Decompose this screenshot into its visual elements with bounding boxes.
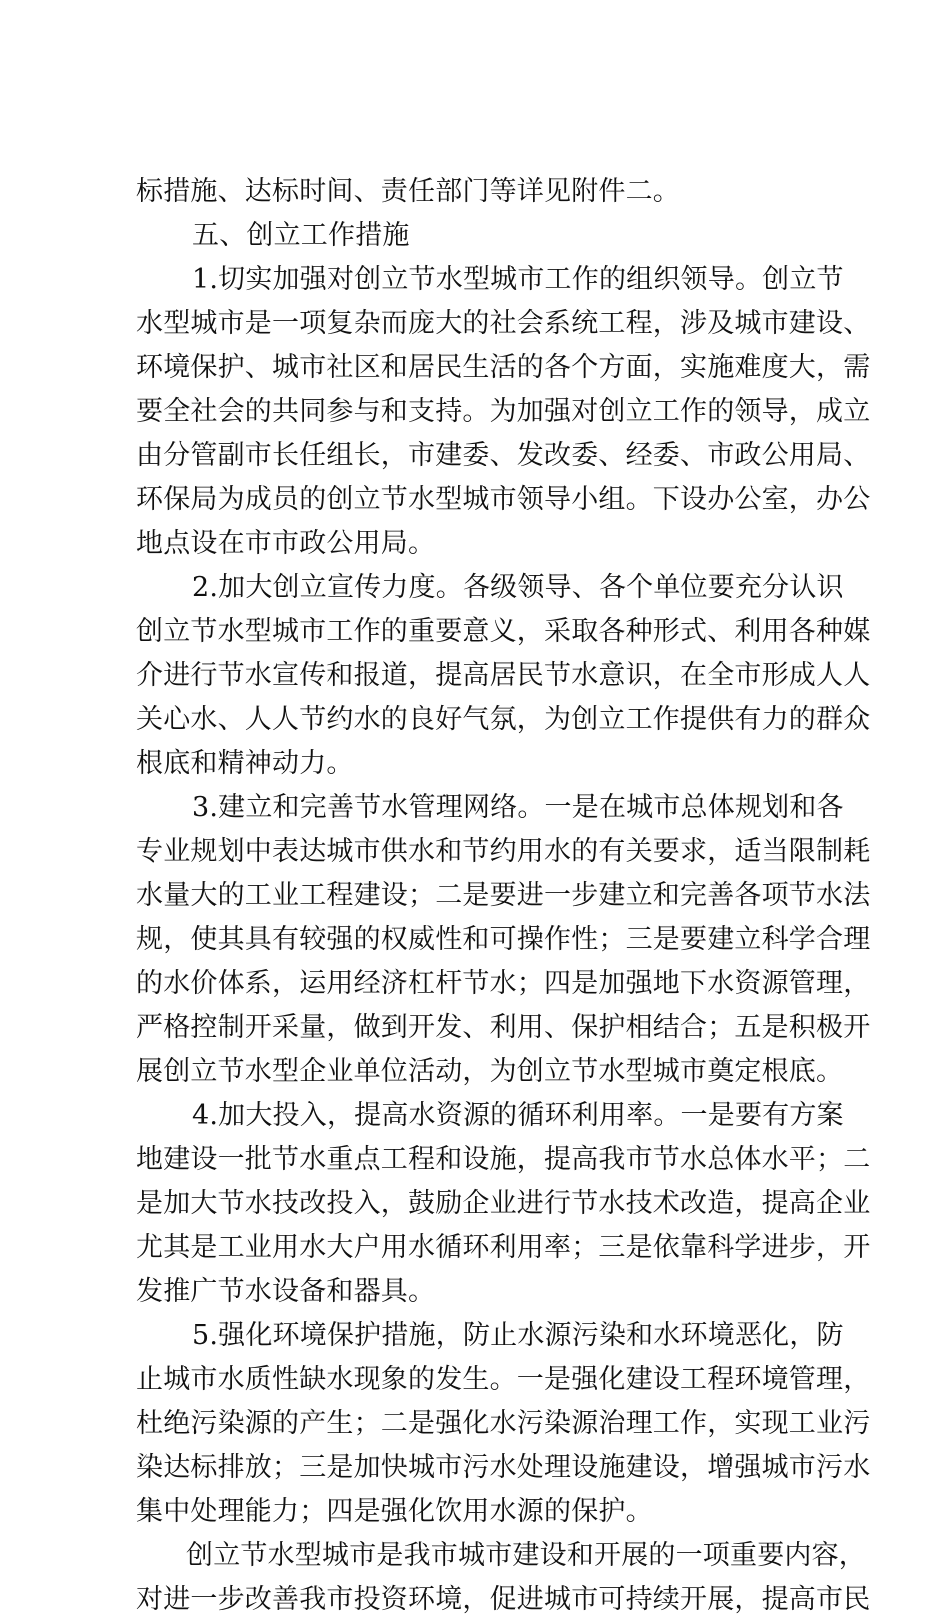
text-line: 对进一步改善我市投资环境，促进城市可持续开展，提高市民 (136, 1584, 871, 1615)
closing-paragraph-first-line: 创立节水型城市是我市城市建设和开展的一项重要内容， (186, 1540, 866, 1571)
text-line: 止城市水质性缺水现象的发生。一是强化建设工程环境管理， (136, 1364, 871, 1395)
text-line: 关心水、人人节约水的良好气氛，为创立工作提供有力的群众 (136, 704, 871, 735)
text-line: 创立节水型城市工作的重要意义，采取各种形式、利用各种媒 (136, 616, 871, 647)
text-line: 发推广节水设备和器具。 (136, 1276, 436, 1307)
text-line: 环保局为成员的创立节水型城市领导小组。下设办公室，办公 (136, 484, 871, 515)
item-4-first-line: 4.加大投入，提高水资源的循环利用率。一是要有方案 (192, 1100, 844, 1131)
text-line: 展创立节水型企业单位活动，为创立节水型城市奠定根底。 (136, 1056, 844, 1087)
text-line: 严格控制开采量，做到开发、利用、保护相结合；五是积极开 (136, 1012, 871, 1043)
text-line: 的水价体系，运用经济杠杆节水；四是加强地下水资源管理， (136, 968, 871, 999)
text-line: 专业规划中表达城市供水和节约用水的有关要求，适当限制耗 (136, 836, 871, 867)
text-line: 地建设一批节水重点工程和设施，提高我市节水总体水平；二 (136, 1144, 871, 1175)
text-line: 集中处理能力；四是强化饮用水源的保护。 (136, 1496, 653, 1527)
text-line: 根底和精神动力。 (136, 748, 354, 779)
text-line: 由分管副市长任组长，市建委、发改委、经委、市政公用局、 (136, 440, 871, 471)
text-line: 介进行节水宣传和报道，提高居民节水意识，在全市形成人人 (136, 660, 871, 691)
text-line: 染达标排放；三是加快城市污水处理设施建设，增强城市污水 (136, 1452, 871, 1483)
text-line: 杜绝污染源的产生；二是强化水污染源治理工作，实现工业污 (136, 1408, 871, 1439)
body-text (136, 170, 871, 1622)
text-line: 要全社会的共同参与和支持。为加强对创立工作的领导，成立 (136, 396, 871, 427)
item-2-first-line: 2.加大创立宣传力度。各级领导、各个单位要充分认识 (192, 572, 844, 603)
text-line: 水量大的工业工程建设；二是要进一步建立和完善各项节水法 (136, 880, 871, 911)
item-3-first-line: 3.建立和完善节水管理网络。一是在城市总体规划和各 (192, 792, 844, 823)
text-line: 尤其是工业用水大户用水循环利用率；三是依靠科学进步，开 (136, 1232, 871, 1263)
text-line: 水型城市是一项复杂而庞大的社会系统工程，涉及城市建设、 (136, 308, 871, 339)
text-line: 地点设在市市政公用局。 (136, 528, 436, 559)
section-heading: 五、创立工作措施 (192, 220, 410, 251)
text-line: 标措施、达标时间、责任部门等详见附件二。 (136, 176, 680, 207)
item-1-first-line: 1.切实加强对创立节水型城市工作的组织领导。创立节 (192, 264, 844, 295)
text-line: 是加大节水技改投入，鼓励企业进行节水技术改造，提高企业 (136, 1188, 871, 1219)
item-5-first-line: 5.强化环境保护措施，防止水源污染和水环境恶化，防 (192, 1320, 844, 1351)
text-line: 规，使其具有较强的权威性和可操作性；三是要建立科学合理 (136, 924, 871, 955)
text-line: 环境保护、城市社区和居民生活的各个方面，实施难度大，需 (136, 352, 871, 383)
